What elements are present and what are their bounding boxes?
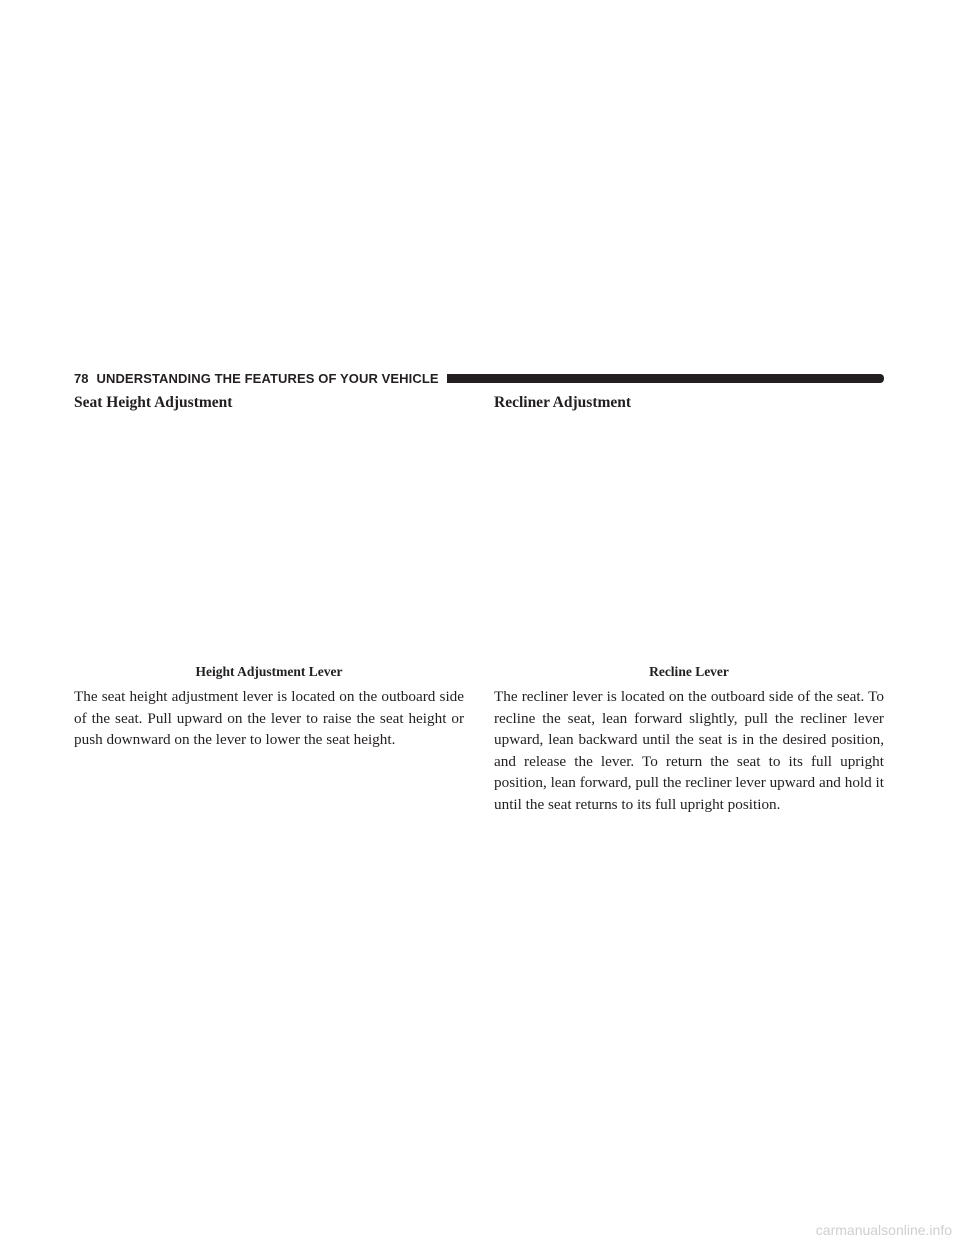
recliner-heading: Recliner Adjustment xyxy=(494,394,632,411)
seat-height-heading: Seat Height Adjustment xyxy=(74,394,233,411)
recliner-section xyxy=(494,394,884,815)
footer-watermark: carmanualsonline.info xyxy=(815,1222,952,1238)
recline-lever-caption: Recline Lever xyxy=(649,664,729,679)
header-rule xyxy=(447,374,884,383)
height-adjustment-caption: Height Adjustment Lever xyxy=(195,664,343,679)
height-adjustment-figure xyxy=(74,416,464,662)
seat-height-section xyxy=(74,394,464,751)
page-header xyxy=(74,368,884,388)
page-number: 78 xyxy=(74,370,89,386)
recliner-body: The recliner lever is located on the outboard side of the seat. To recline the seat, lean forward slightly, pull the recliner lever upward, lean backward until the seat is in the desired position, and release the lever. To return the seat to its full upright position, lean forward, pull the recliner lever upward and hold it until the seat returns to its full upright position. xyxy=(494,688,884,813)
recline-lever-figure xyxy=(494,416,884,662)
seat-height-body: The seat height adjustment lever is located on the outboard side of the seat. Pull upward on the lever to raise the seat height or push downward on the lever to lower the seat height. xyxy=(74,688,464,748)
section-title: UNDERSTANDING THE FEATURES OF YOUR VEHICLE xyxy=(96,370,439,386)
